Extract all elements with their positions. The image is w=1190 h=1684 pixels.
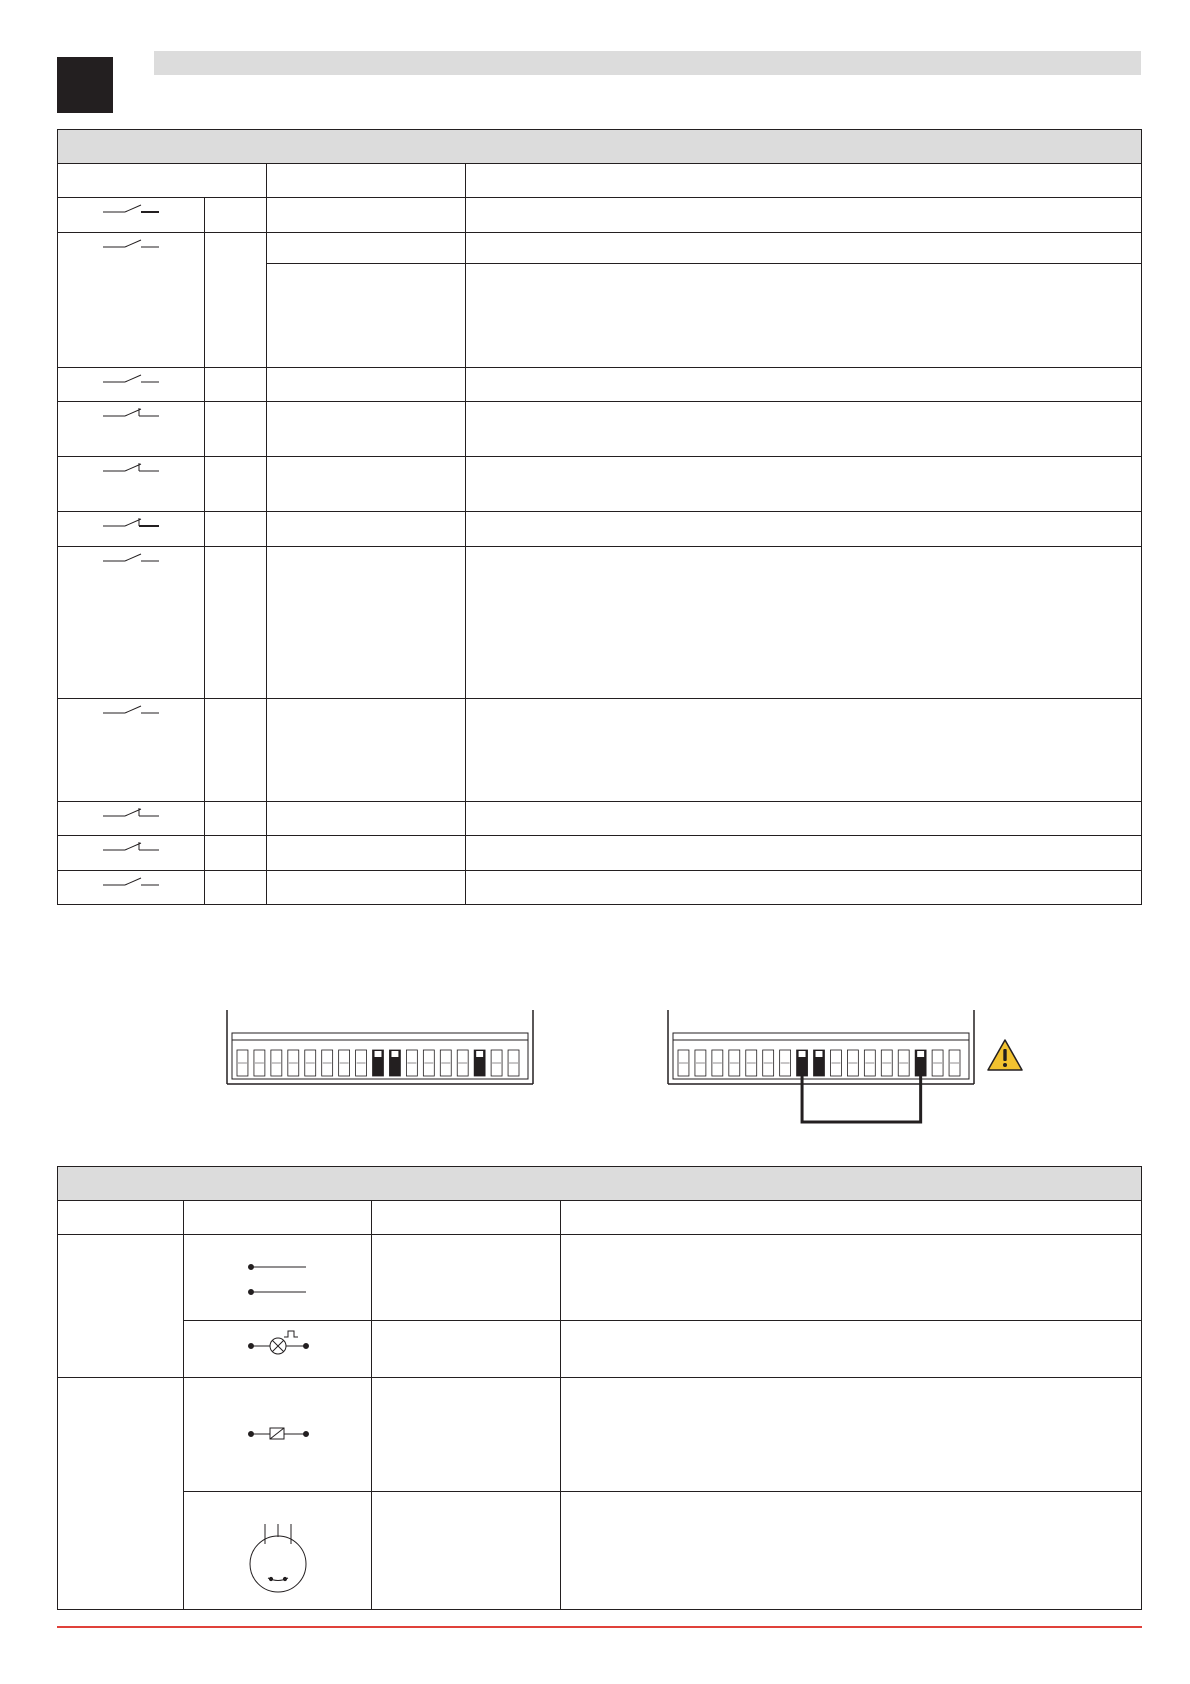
- column-header-description: [466, 164, 1142, 198]
- column-header-description: [561, 1201, 1142, 1235]
- description-cell: [561, 1235, 1142, 1321]
- column-header-function: [372, 1201, 561, 1235]
- electric-lock-icon: [184, 1378, 372, 1492]
- contact-nc-icon: [58, 512, 205, 547]
- column-header-symbol: [184, 1201, 372, 1235]
- inputs-table: [57, 129, 1142, 905]
- description-cell: [466, 198, 1142, 233]
- table-caption: [58, 1167, 1142, 1201]
- terminal-number-cell: [205, 368, 267, 402]
- description-cell: [466, 836, 1142, 871]
- terminal-number-cell: [205, 802, 267, 836]
- terminal-number-cell: [205, 457, 267, 512]
- description-cell: [466, 699, 1142, 802]
- function-cell: [267, 871, 466, 905]
- description-cell: [466, 802, 1142, 836]
- function-cell: [267, 699, 466, 802]
- contact-nc-icon: [58, 836, 205, 871]
- terminal-number-cell: [205, 198, 267, 233]
- flashing-lamp-icon: [184, 1321, 372, 1378]
- terminal-number-cell: [205, 699, 267, 802]
- column-header-function: [267, 164, 466, 198]
- footer-rule: [57, 1626, 1142, 1628]
- contact-no-icon: [58, 699, 205, 802]
- function-cell: [372, 1235, 561, 1321]
- description-cell: [466, 512, 1142, 547]
- terminal-number-cell: [205, 402, 267, 457]
- warning-triangle-icon: [986, 1038, 1024, 1072]
- column-header-terminal: [58, 1201, 184, 1235]
- function-cell: [267, 547, 466, 699]
- column-header-terminal: [58, 164, 267, 198]
- description-cell: [466, 264, 1142, 368]
- terminal-number-cell: [205, 836, 267, 871]
- terminal-board-right: [665, 1010, 977, 1126]
- two-wire-terminal-icon: [184, 1235, 372, 1321]
- function-cell: [267, 402, 466, 457]
- terminal-number-cell: [205, 512, 267, 547]
- description-cell: [466, 233, 1142, 264]
- function-cell: [267, 457, 466, 512]
- function-cell: [267, 368, 466, 402]
- motor-icon: [184, 1492, 372, 1610]
- function-cell: [267, 198, 466, 233]
- contact-no-icon: [58, 547, 205, 699]
- section-marker: [57, 57, 113, 113]
- description-cell: [466, 402, 1142, 457]
- contact-no-icon: [58, 198, 205, 233]
- terminal-number-cell: [205, 871, 267, 905]
- terminal-number-cell: [58, 1378, 184, 1610]
- description-cell: [561, 1378, 1142, 1492]
- contact-no-icon: [58, 368, 205, 402]
- description-cell: [466, 871, 1142, 905]
- function-cell: [372, 1378, 561, 1492]
- description-cell: [466, 547, 1142, 699]
- function-cell: [267, 233, 466, 264]
- description-cell: [561, 1492, 1142, 1610]
- function-cell: [372, 1321, 561, 1378]
- description-cell: [466, 368, 1142, 402]
- function-cell: [267, 802, 466, 836]
- outputs-table: [57, 1166, 1142, 1610]
- jumper-wire: [802, 1076, 921, 1122]
- contact-no-icon: [58, 871, 205, 905]
- description-cell: [466, 457, 1142, 512]
- contact-nc-icon: [58, 457, 205, 512]
- contact-nc-icon: [58, 402, 205, 457]
- function-cell: [372, 1492, 561, 1610]
- description-cell: [561, 1321, 1142, 1378]
- function-cell: [267, 264, 466, 368]
- table-caption: [58, 130, 1142, 164]
- section-header-bar: [154, 51, 1141, 75]
- contact-no-icon: [58, 233, 205, 368]
- function-cell: [267, 512, 466, 547]
- terminal-number-cell: [205, 547, 267, 699]
- terminal-number-cell: [205, 233, 267, 368]
- contact-nc-icon: [58, 802, 205, 836]
- terminal-number-cell: [58, 1235, 184, 1378]
- terminal-board-left: [224, 1010, 536, 1090]
- function-cell: [267, 836, 466, 871]
